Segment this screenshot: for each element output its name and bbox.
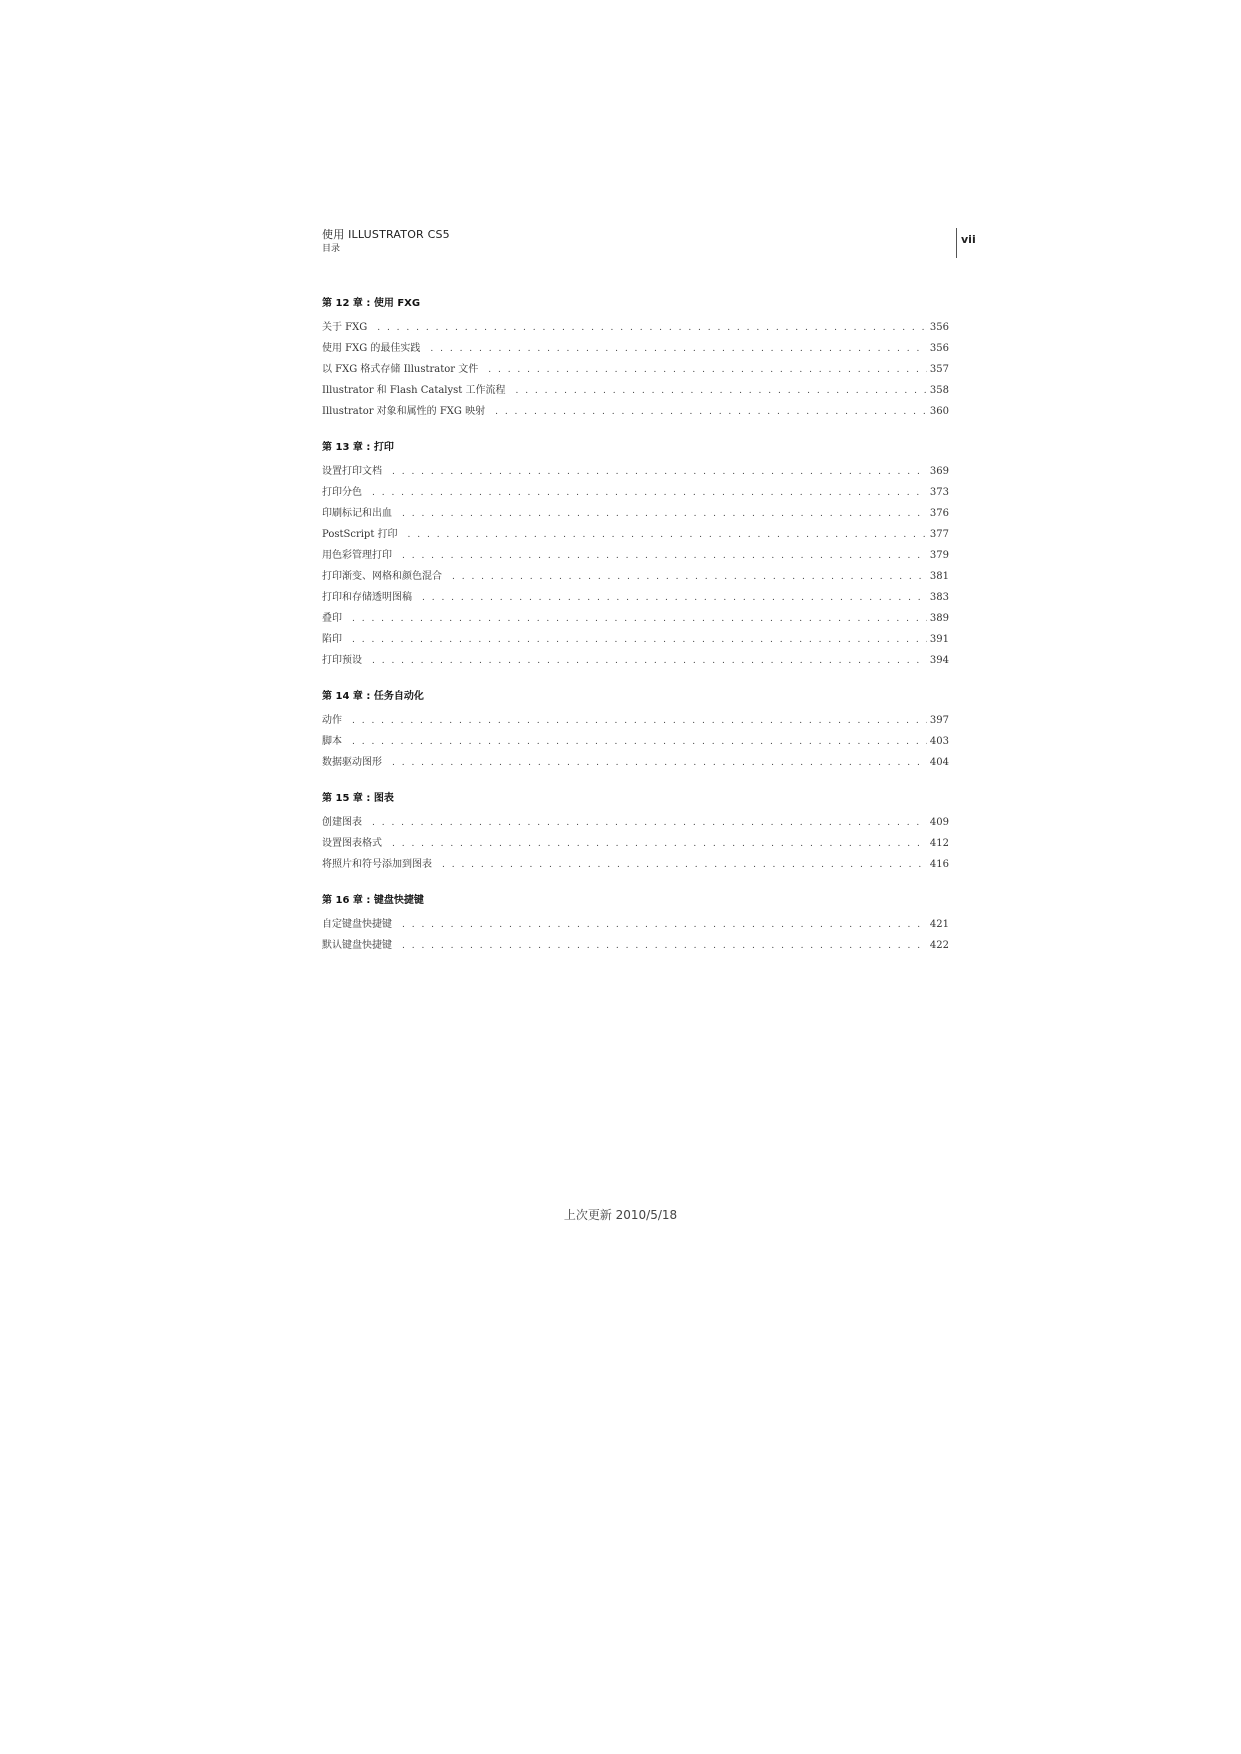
chapter-title: 第 15 章 : 图表 — [322, 793, 394, 804]
toc-entry[interactable] — [322, 834, 949, 855]
chapter-13 — [322, 441, 949, 672]
toc-entry-label: 打印分色 — [322, 487, 362, 498]
dot-leader — [430, 344, 927, 354]
toc-entry-page: 381 — [929, 571, 949, 582]
table-of-contents — [322, 297, 949, 975]
toc-entry-label: 陷印 — [322, 634, 342, 645]
toc-entry-page: 404 — [929, 757, 949, 768]
toc-entry-page: 373 — [929, 487, 949, 498]
toc-entry[interactable] — [322, 630, 949, 651]
toc-entry-label: 默认键盘快捷键 — [322, 940, 392, 951]
toc-entry-page: 389 — [929, 613, 949, 624]
toc-entry[interactable] — [322, 339, 949, 360]
toc-entry-label: Illustrator 和 Flash Catalyst 工作流程 — [322, 385, 506, 396]
toc-entry-label: 动作 — [322, 715, 342, 726]
dot-leader — [442, 860, 927, 870]
dot-leader — [488, 365, 927, 375]
chapter-title: 第 12 章 : 使用 FXG — [322, 298, 421, 309]
toc-entry[interactable] — [322, 753, 949, 774]
toc-entry-page: 422 — [929, 940, 949, 951]
toc-entry-label: 设置图表格式 — [322, 838, 382, 849]
dot-leader — [422, 593, 927, 603]
toc-entry-label: 使用 FXG 的最佳实践 — [322, 343, 421, 354]
dot-leader — [352, 737, 927, 747]
toc-entry-label: 创建图表 — [322, 817, 362, 828]
toc-entry-label: Illustrator 对象和属性的 FXG 映射 — [322, 406, 486, 417]
toc-entry[interactable] — [322, 936, 949, 957]
dot-leader — [372, 488, 927, 498]
dot-leader — [402, 920, 927, 930]
dot-leader — [402, 941, 927, 951]
toc-entry-label: PostScript 打印 — [322, 529, 398, 540]
toc-entry-page: 409 — [929, 817, 949, 828]
chapter-12 — [322, 297, 949, 423]
toc-entry-label: 将照片和符号添加到图表 — [322, 859, 432, 870]
toc-entry-page: 421 — [929, 919, 949, 930]
toc-entry-label: 打印渐变、网格和颜色混合 — [322, 571, 442, 582]
dot-leader — [392, 758, 927, 768]
dot-leader — [402, 509, 927, 519]
dot-leader — [402, 551, 927, 561]
dot-leader — [452, 572, 927, 582]
toc-entry[interactable] — [322, 462, 949, 483]
toc-entry-label: 打印和存储透明图稿 — [322, 592, 412, 603]
toc-entry-label: 脚本 — [322, 736, 342, 747]
toc-entry-page: 377 — [929, 529, 949, 540]
toc-entry-page: 416 — [929, 859, 949, 870]
toc-entry-page: 356 — [929, 343, 949, 354]
toc-entry[interactable] — [322, 525, 949, 546]
chapter-title: 第 14 章 : 任务自动化 — [322, 691, 424, 702]
toc-entry[interactable] — [322, 402, 949, 423]
toc-entry-page: 356 — [929, 322, 949, 333]
toc-entry-label: 以 FXG 格式存储 Illustrator 文件 — [322, 364, 479, 375]
last-updated-footer: 上次更新 2010/5/18 — [563, 1208, 678, 1222]
document-title: 使用 ILLUSTRATOR CS5 — [322, 228, 450, 241]
section-title: 目录 — [322, 244, 341, 254]
toc-entry[interactable] — [322, 483, 949, 504]
toc-entry[interactable] — [322, 711, 949, 732]
toc-entry-page: 379 — [929, 550, 949, 561]
toc-entry[interactable] — [322, 855, 949, 876]
toc-entry[interactable] — [322, 504, 949, 525]
toc-entry[interactable] — [322, 546, 949, 567]
chapter-15 — [322, 792, 949, 876]
toc-entry-page: 397 — [929, 715, 949, 726]
toc-entry-label: 叠印 — [322, 613, 342, 624]
dot-leader — [408, 530, 927, 540]
page-header — [322, 228, 976, 260]
toc-entry-page: 358 — [929, 385, 949, 396]
toc-entry-page: 360 — [929, 406, 949, 417]
toc-entry-label: 关于 FXG — [322, 322, 368, 333]
dot-leader — [372, 818, 927, 828]
toc-entry-page: 376 — [929, 508, 949, 519]
toc-entry-label: 数据驱动图形 — [322, 757, 382, 768]
toc-entry[interactable] — [322, 381, 949, 402]
dot-leader — [372, 656, 927, 666]
toc-entry-page: 369 — [929, 466, 949, 477]
toc-entry[interactable] — [322, 609, 949, 630]
toc-entry-label: 印刷标记和出血 — [322, 508, 392, 519]
toc-entry-page: 357 — [929, 364, 949, 375]
chapter-title: 第 13 章 : 打印 — [322, 442, 394, 453]
toc-entry[interactable] — [322, 651, 949, 672]
toc-entry-label: 设置打印文档 — [322, 466, 382, 477]
toc-entry[interactable] — [322, 915, 949, 936]
dot-leader — [392, 839, 927, 849]
toc-entry-page: 412 — [929, 838, 949, 849]
toc-entry[interactable] — [322, 567, 949, 588]
toc-entry-page: 403 — [929, 736, 949, 747]
toc-entry-label: 自定键盘快捷键 — [322, 919, 392, 930]
chapter-16 — [322, 894, 949, 957]
page-number-box — [956, 228, 976, 258]
toc-entry-label: 用色彩管理打印 — [322, 550, 392, 561]
dot-leader — [377, 323, 927, 333]
toc-entry-page: 383 — [929, 592, 949, 603]
page-number: vii — [961, 233, 976, 246]
dot-leader — [352, 635, 927, 645]
dot-leader — [352, 614, 927, 624]
toc-entry-label: 打印预设 — [322, 655, 362, 666]
dot-leader — [352, 716, 927, 726]
toc-entry-page: 391 — [929, 634, 949, 645]
toc-entry[interactable] — [322, 360, 949, 381]
toc-entry[interactable] — [322, 813, 949, 834]
dot-leader — [495, 407, 927, 417]
dot-leader — [392, 467, 927, 477]
dot-leader — [515, 386, 926, 396]
toc-entry[interactable] — [322, 588, 949, 609]
toc-entry[interactable] — [322, 318, 949, 339]
toc-entry-page: 394 — [929, 655, 949, 666]
toc-entry[interactable] — [322, 732, 949, 753]
chapter-title: 第 16 章 : 键盘快捷键 — [322, 895, 424, 906]
chapter-14 — [322, 690, 949, 774]
